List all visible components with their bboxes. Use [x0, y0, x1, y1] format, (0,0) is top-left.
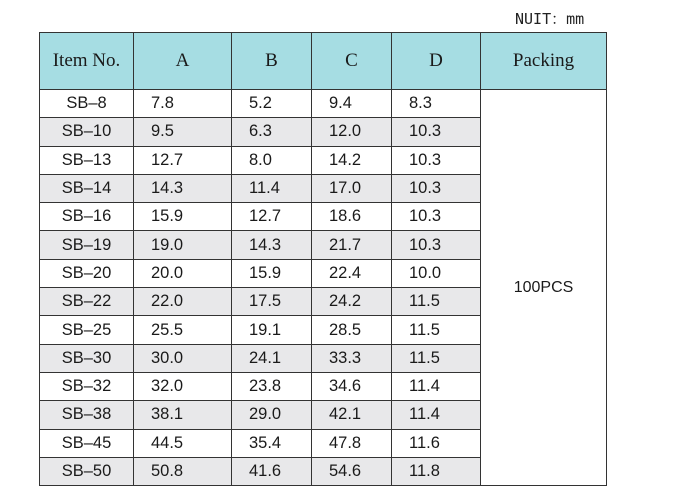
- header-packing: Packing: [481, 33, 607, 90]
- header-c: C: [312, 33, 392, 90]
- header-item-no: Item No.: [40, 33, 134, 90]
- item-cell: SB–38: [40, 401, 134, 429]
- b-cell: 35.4: [232, 429, 312, 457]
- header-row: [40, 33, 607, 90]
- a-cell: 15.9: [134, 203, 232, 231]
- d-cell: 11.6: [392, 429, 481, 457]
- d-cell: 11.5: [392, 316, 481, 344]
- c-cell: 14.2: [312, 146, 392, 174]
- c-cell: 28.5: [312, 316, 392, 344]
- a-cell: 7.8: [134, 90, 232, 118]
- d-cell: 10.0: [392, 259, 481, 287]
- b-cell: 24.1: [232, 344, 312, 372]
- item-cell: SB–13: [40, 146, 134, 174]
- d-cell: 10.3: [392, 174, 481, 202]
- a-cell: 50.8: [134, 457, 232, 485]
- item-cell: SB–19: [40, 231, 134, 259]
- item-cell: SB–20: [40, 259, 134, 287]
- b-cell: 19.1: [232, 316, 312, 344]
- a-cell: 32.0: [134, 372, 232, 400]
- item-cell: SB–10: [40, 118, 134, 146]
- a-cell: 14.3: [134, 174, 232, 202]
- c-cell: 54.6: [312, 457, 392, 485]
- a-cell: 19.0: [134, 231, 232, 259]
- a-cell: 44.5: [134, 429, 232, 457]
- c-cell: 33.3: [312, 344, 392, 372]
- item-cell: SB–50: [40, 457, 134, 485]
- d-cell: 11.4: [392, 401, 481, 429]
- c-cell: 24.2: [312, 288, 392, 316]
- b-cell: 29.0: [232, 401, 312, 429]
- b-cell: 17.5: [232, 288, 312, 316]
- d-cell: 11.5: [392, 288, 481, 316]
- a-cell: 9.5: [134, 118, 232, 146]
- c-cell: 17.0: [312, 174, 392, 202]
- c-cell: 9.4: [312, 90, 392, 118]
- a-cell: 30.0: [134, 344, 232, 372]
- b-cell: 5.2: [232, 90, 312, 118]
- c-cell: 18.6: [312, 203, 392, 231]
- table-body: [40, 90, 607, 486]
- item-cell: SB–14: [40, 174, 134, 202]
- d-cell: 11.8: [392, 457, 481, 485]
- header-d: D: [392, 33, 481, 90]
- b-cell: 23.8: [232, 372, 312, 400]
- d-cell: 10.3: [392, 203, 481, 231]
- d-cell: 10.3: [392, 118, 481, 146]
- d-cell: 10.3: [392, 146, 481, 174]
- b-cell: 14.3: [232, 231, 312, 259]
- item-cell: SB–8: [40, 90, 134, 118]
- a-cell: 20.0: [134, 259, 232, 287]
- header-a: A: [134, 33, 232, 90]
- a-cell: 12.7: [134, 146, 232, 174]
- table-row: [40, 90, 607, 118]
- spec-table: [39, 32, 607, 486]
- b-cell: 15.9: [232, 259, 312, 287]
- item-cell: SB–25: [40, 316, 134, 344]
- item-cell: SB–32: [40, 372, 134, 400]
- b-cell: 11.4: [232, 174, 312, 202]
- d-cell: 11.5: [392, 344, 481, 372]
- item-cell: SB–22: [40, 288, 134, 316]
- d-cell: 11.4: [392, 372, 481, 400]
- b-cell: 6.3: [232, 118, 312, 146]
- c-cell: 34.6: [312, 372, 392, 400]
- c-cell: 12.0: [312, 118, 392, 146]
- a-cell: 22.0: [134, 288, 232, 316]
- b-cell: 8.0: [232, 146, 312, 174]
- d-cell: 8.3: [392, 90, 481, 118]
- item-cell: SB–45: [40, 429, 134, 457]
- b-cell: 41.6: [232, 457, 312, 485]
- c-cell: 22.4: [312, 259, 392, 287]
- d-cell: 10.3: [392, 231, 481, 259]
- unit-label: NUIT：mm: [515, 10, 585, 28]
- item-cell: SB–30: [40, 344, 134, 372]
- a-cell: 38.1: [134, 401, 232, 429]
- a-cell: 25.5: [134, 316, 232, 344]
- packing-cell: 100PCS: [481, 90, 607, 486]
- c-cell: 42.1: [312, 401, 392, 429]
- b-cell: 12.7: [232, 203, 312, 231]
- c-cell: 47.8: [312, 429, 392, 457]
- item-cell: SB–16: [40, 203, 134, 231]
- header-b: B: [232, 33, 312, 90]
- c-cell: 21.7: [312, 231, 392, 259]
